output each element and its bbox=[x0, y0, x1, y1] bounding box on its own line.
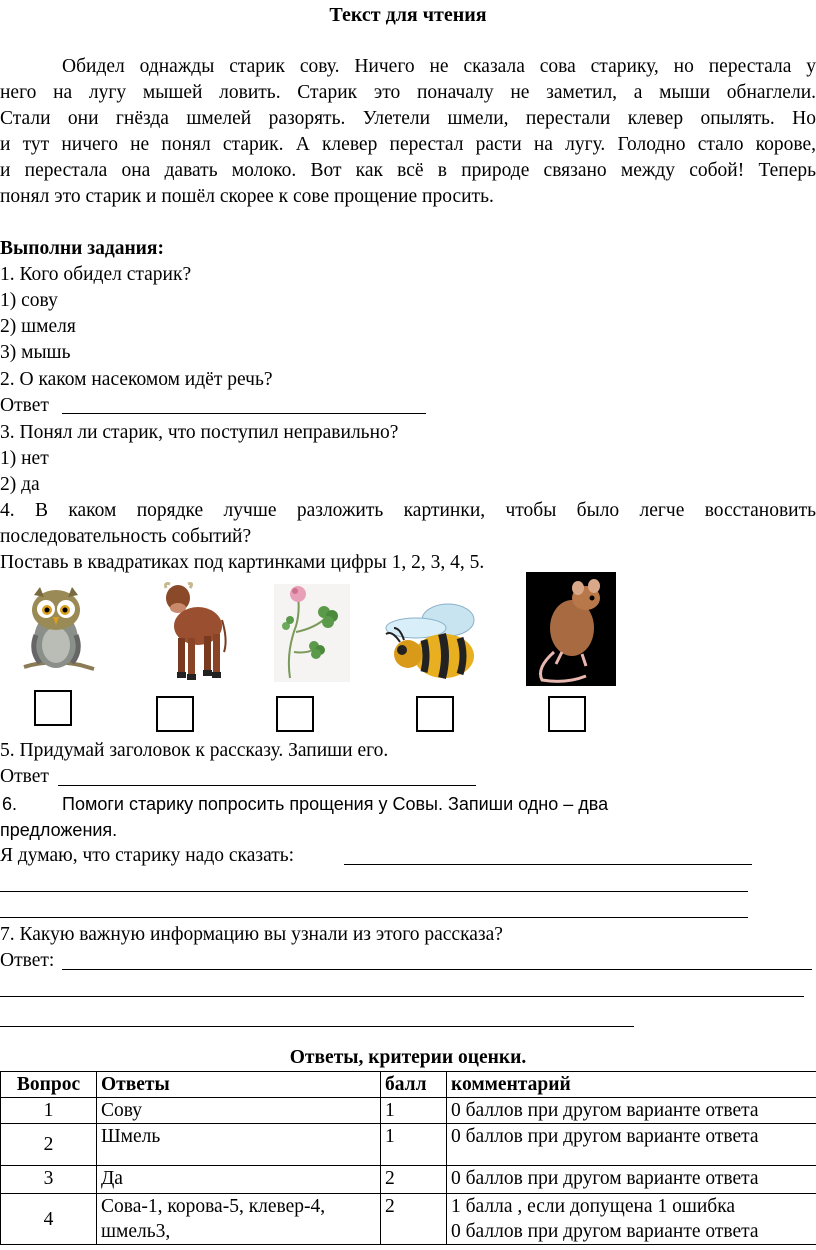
header-answers: Ответы bbox=[97, 1072, 381, 1098]
table-row bbox=[1, 1124, 816, 1166]
answers-title: Ответы, критерии оценки. bbox=[289, 1047, 527, 1068]
order-box-cow[interactable] bbox=[156, 696, 194, 732]
q5-answer-line[interactable] bbox=[58, 785, 476, 786]
header-comment: комментарий bbox=[447, 1072, 816, 1098]
row-question: 2 bbox=[1, 1124, 97, 1166]
row-answer-line: шмель3, bbox=[101, 1221, 171, 1242]
q6-number: 6. bbox=[2, 794, 18, 814]
answers-table bbox=[0, 1071, 816, 1245]
q7-answer-label: Ответ: bbox=[0, 950, 55, 971]
order-box-owl[interactable] bbox=[34, 690, 72, 726]
q4-line: последовательность событий? bbox=[0, 526, 252, 547]
row-comment: 0 баллов при другом варианте ответа bbox=[447, 1124, 816, 1166]
row-comment: 0 баллов при другом варианте ответа bbox=[447, 1166, 816, 1194]
q5-answer-label: Ответ bbox=[0, 766, 49, 787]
q7-answer-line[interactable] bbox=[0, 996, 804, 997]
table-row bbox=[1, 1194, 816, 1245]
story-text bbox=[0, 54, 816, 210]
q6-answer-line[interactable] bbox=[0, 891, 748, 892]
story-line: и тут ничего не понял старик. А клевер перестал расти на лугу. Голодно стало корове, bbox=[0, 134, 816, 155]
row-score: 2 bbox=[381, 1166, 447, 1194]
question-4 bbox=[0, 498, 816, 550]
q3-option: 2) да bbox=[0, 474, 40, 495]
story-line: и перестала она давать молоко. Вот как всё в природе связано между собой! Теперь bbox=[0, 160, 816, 181]
question-3: 3. Понял ли старик, что поступил неправильно? bbox=[0, 422, 399, 443]
order-box-clover[interactable] bbox=[276, 696, 314, 732]
q2-answer-label: Ответ bbox=[0, 395, 49, 416]
q6-answer-line[interactable] bbox=[0, 917, 748, 918]
row-score: 1 bbox=[381, 1124, 447, 1166]
row-answer: Сову bbox=[97, 1098, 381, 1124]
row-question: 3 bbox=[1, 1166, 97, 1194]
row-comment bbox=[447, 1194, 816, 1245]
q3-option: 1) нет bbox=[0, 448, 49, 469]
row-comment-line: 1 балла , если допущена 1 ошибка bbox=[451, 1196, 736, 1217]
row-comment: 0 баллов при другом варианте ответа bbox=[447, 1098, 816, 1124]
question-6: Помоги старику попросить прощения у Совы. Запиши одно – два bbox=[62, 794, 609, 814]
row-score: 2 bbox=[381, 1194, 447, 1245]
row-answer: Да bbox=[97, 1166, 381, 1194]
order-box-bumblebee[interactable] bbox=[416, 696, 454, 732]
question-7: 7. Какую важную информацию вы узнали из этого рассказа? bbox=[0, 924, 503, 945]
q6-answer-line[interactable] bbox=[344, 864, 752, 865]
mouse-picture bbox=[526, 572, 616, 686]
row-question: 4 bbox=[1, 1194, 97, 1245]
row-comment-line: 0 баллов при другом варианте ответа bbox=[451, 1221, 759, 1242]
story-line: него на лугу мышей ловить. Старик это поначалу не заметил, а мыши обнаглели. bbox=[0, 82, 816, 103]
cow-picture bbox=[160, 580, 228, 684]
question-2: 2. О каком насекомом идёт речь? bbox=[0, 369, 273, 390]
clover-picture bbox=[272, 582, 352, 684]
table-row bbox=[1, 1098, 816, 1124]
q7-answer-line[interactable] bbox=[0, 1026, 634, 1027]
row-answer bbox=[97, 1194, 381, 1245]
table-row bbox=[1, 1166, 816, 1194]
story-line: понял это старик и пошёл скорее к сове прощение просить. bbox=[0, 186, 494, 207]
row-answer-line: Сова-1, корова-5, клевер-4, bbox=[101, 1196, 326, 1217]
row-answer: Шмель bbox=[97, 1124, 381, 1166]
table-header-row bbox=[1, 1072, 816, 1098]
story-line: Обидел однажды старик сову. Ничего не сказала сова старику, но перестала у bbox=[62, 56, 816, 77]
q7-answer-line[interactable] bbox=[62, 969, 812, 970]
question-5: 5. Придумай заголовок к рассказу. Запиши его. bbox=[0, 740, 389, 761]
header-question: Вопрос bbox=[1, 1072, 97, 1098]
story-line: Стали они гнёзда шмелей разорять. Улетели шмели, перестали клевер опылять. Но bbox=[0, 108, 816, 129]
question-1: 1. Кого обидел старик? bbox=[0, 264, 192, 285]
q2-answer-line[interactable] bbox=[62, 413, 426, 414]
order-box-mouse[interactable] bbox=[548, 696, 586, 732]
row-score: 1 bbox=[381, 1098, 447, 1124]
owl-picture bbox=[20, 585, 98, 683]
bumblebee-picture bbox=[370, 600, 480, 684]
tasks-heading: Выполни задания: bbox=[0, 238, 164, 259]
header-score: балл bbox=[381, 1072, 447, 1098]
q4-instruction: Поставь в квадратиках под картинками цифры 1, 2, 3, 4, 5. bbox=[0, 552, 485, 573]
q6-prompt: Я думаю, что старику надо сказать: bbox=[0, 845, 295, 866]
q4-line: 4. В каком порядке лучше разложить картинки, чтобы было легче восстановить bbox=[0, 500, 816, 521]
page-title: Текст для чтения bbox=[329, 4, 487, 26]
question-6-cont: предложения. bbox=[0, 820, 118, 840]
q1-option: 1) сову bbox=[0, 290, 58, 311]
q1-option: 3) мышь bbox=[0, 342, 71, 363]
q1-option: 2) шмеля bbox=[0, 316, 76, 337]
row-question: 1 bbox=[1, 1098, 97, 1124]
